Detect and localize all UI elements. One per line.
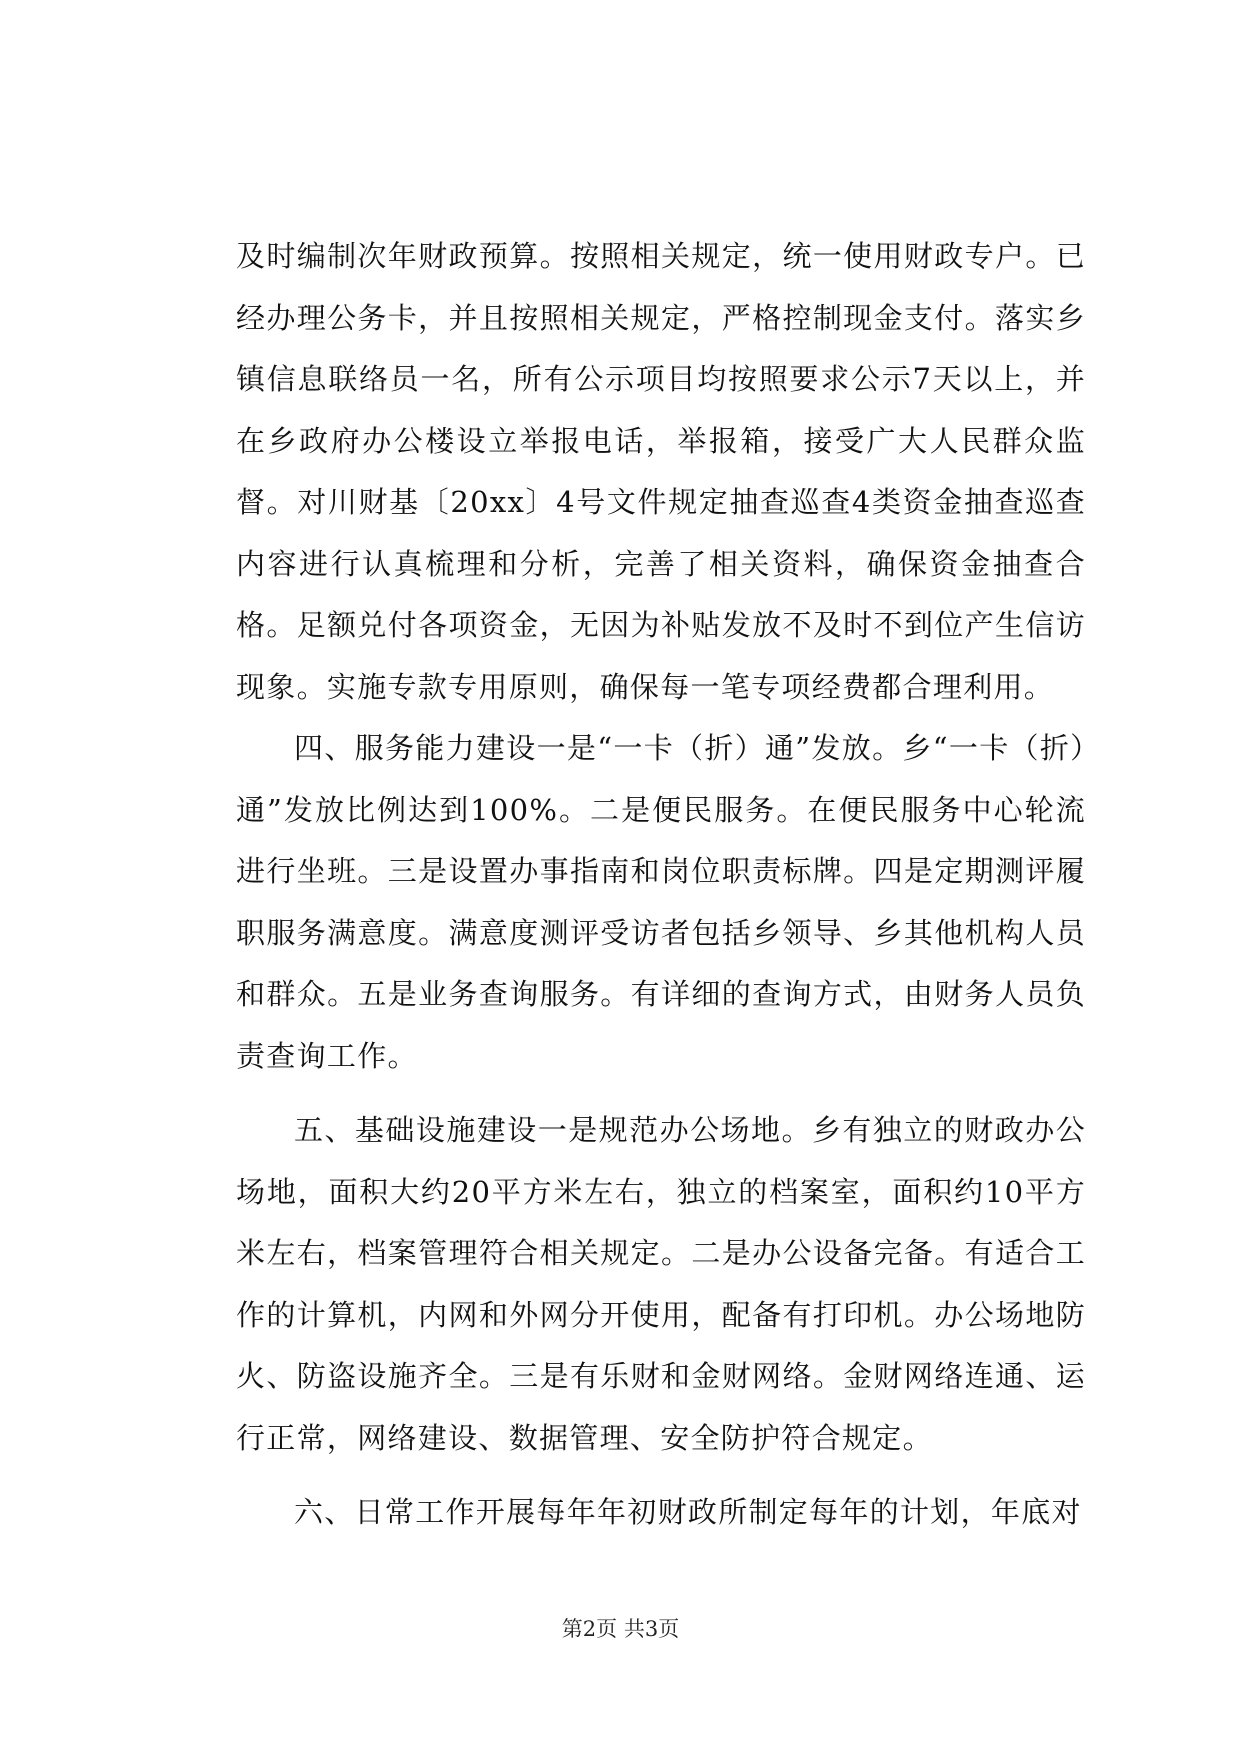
paragraph-daily-work: 六、日常工作开展每年年初财政所制定每年的计划，年底对 <box>294 1495 1082 1529</box>
body-text <box>236 226 1086 1544</box>
paragraph-continuation: 及时编制次年财政预算。按照相关规定，统一使用财政专户。已经办理公务卡，并且按照相关规定，严格控制现金支付。落实乡镇信息联络员一名，所有公示项目均按照要求公示7天以上，并在乡政府办公楼设立举报电话，举报箱，接受广大人民群众监督。对川财基〔20xx〕4号文件规定抽查巡查4类资金抽查巡查内容进行认真梳理和分析，完善了相关资料，确保资金抽查合格。足额兑付各项资金，无因为补贴发放不及时不到位产生信访现象。实施专款专用原则，确保每一笔专项经费都合理利用。 <box>236 239 1086 704</box>
paragraph-service-capacity: 四、服务能力建设一是“一卡（折）通”发放。乡“一卡（折）通”发放比例达到100%。二是便民服务。在便民服务中心轮流进行坐班。三是设置办事指南和岗位职责标牌。四是定期测评履职服务满意度。满意度测评受访者包括乡领导、乡其他机构人员和群众。五是业务查询服务。有详细的查询方式，由财务人员负责查询工作。 <box>236 731 1086 1073</box>
page-number-footer: 第2页 共3页 <box>561 1617 680 1641</box>
paragraph-infrastructure: 五、基础设施建设一是规范办公场地。乡有独立的财政办公场地，面积大约20平方米左右，独立的档案室，面积约10平方米左右，档案管理符合相关规定。二是办公设备完备。有适合工作的计算机，内网和外网分开使用，配备有打印机。办公场地防火、防盗设施齐全。三是有乐财和金财网络。金财网络连通、运行正常，网络建设、数据管理、安全防护符合规定。 <box>236 1113 1086 1455</box>
